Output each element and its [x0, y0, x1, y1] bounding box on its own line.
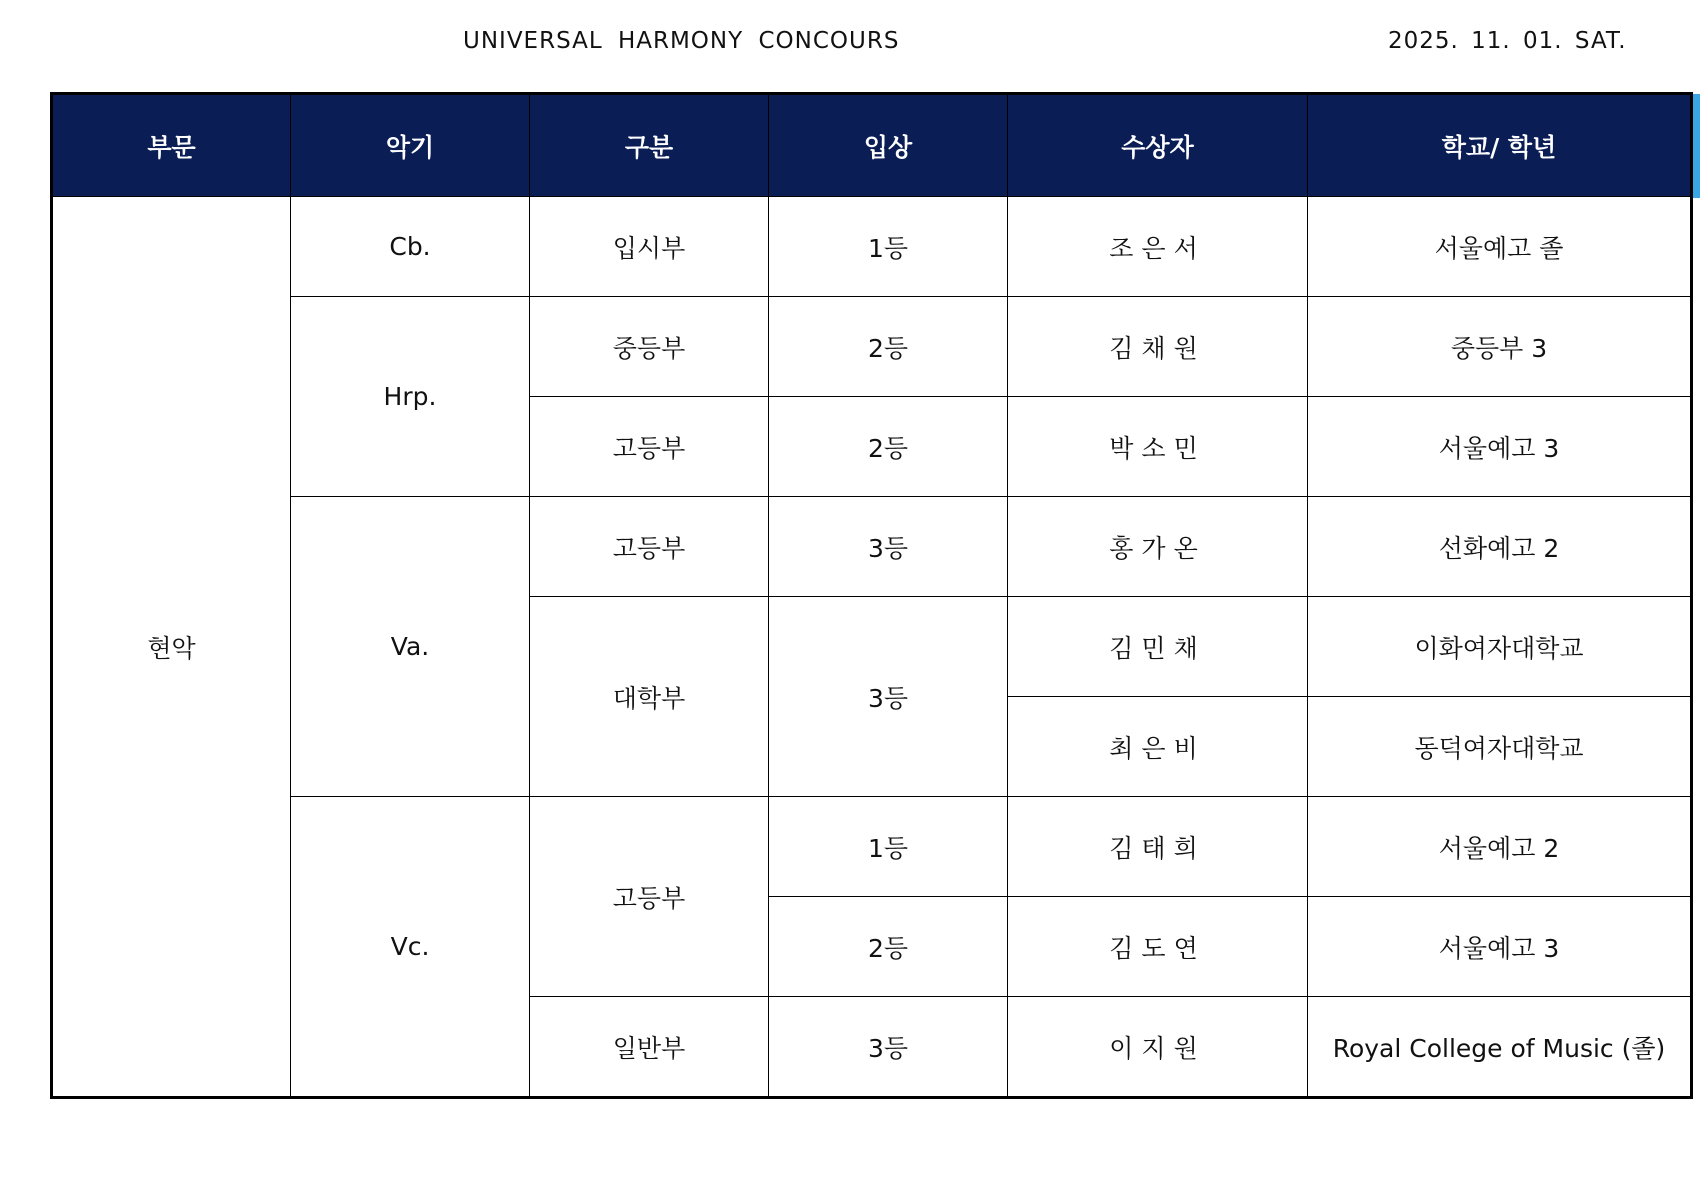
section-cell: 현악	[52, 197, 291, 1098]
division-cell: 입시부	[530, 197, 769, 297]
prize-cell: 2등	[769, 297, 1008, 397]
column-header-instrument: 악기	[291, 94, 530, 197]
column-header-division: 구분	[530, 94, 769, 197]
concours-title: UNIVERSAL HARMONY CONCOURS	[463, 28, 900, 54]
prize-cell: 3등	[769, 997, 1008, 1098]
column-header-winner: 수상자	[1008, 94, 1308, 197]
winner-cell: 홍가온	[1008, 497, 1308, 597]
winner-cell: 조은서	[1008, 197, 1308, 297]
prize-cell: 1등	[769, 797, 1008, 897]
results-table-container	[50, 92, 1690, 1099]
prize-cell: 3등	[769, 597, 1008, 797]
table-header-row	[52, 94, 1692, 197]
school-cell: 서울예고 3	[1308, 397, 1692, 497]
prize-cell: 3등	[769, 497, 1008, 597]
table-row	[52, 497, 1692, 597]
division-cell: 중등부	[530, 297, 769, 397]
winner-cell: 김민채	[1008, 597, 1308, 697]
prize-cell: 1등	[769, 197, 1008, 297]
prize-cell: 2등	[769, 897, 1008, 997]
table-row	[52, 297, 1692, 397]
winner-cell: 최은비	[1008, 697, 1308, 797]
winner-cell: 김도연	[1008, 897, 1308, 997]
school-cell: 서울예고 졸	[1308, 197, 1692, 297]
school-cell: 동덕여자대학교	[1308, 697, 1692, 797]
school-cell: 서울예고 2	[1308, 797, 1692, 897]
instrument-cell: Va.	[291, 497, 530, 797]
winner-cell: 박소민	[1008, 397, 1308, 497]
column-header-school-grade: 학교/ 학년	[1308, 94, 1692, 197]
document-header	[0, 0, 1700, 88]
division-cell: 고등부	[530, 497, 769, 597]
instrument-cell: Hrp.	[291, 297, 530, 497]
winner-cell: 김채원	[1008, 297, 1308, 397]
division-cell: 일반부	[530, 997, 769, 1098]
winner-cell: 이지원	[1008, 997, 1308, 1098]
table-row	[52, 197, 1692, 297]
table-row	[52, 797, 1692, 897]
instrument-cell: Vc.	[291, 797, 530, 1098]
prize-cell: 2등	[769, 397, 1008, 497]
school-cell: Royal College of Music (졸)	[1308, 997, 1692, 1098]
column-header-prize: 입상	[769, 94, 1008, 197]
school-cell: 서울예고 3	[1308, 897, 1692, 997]
results-table	[50, 92, 1693, 1099]
school-cell: 중등부 3	[1308, 297, 1692, 397]
winner-cell: 김태희	[1008, 797, 1308, 897]
event-date: 2025. 11. 01. SAT.	[1388, 28, 1627, 54]
division-cell: 대학부	[530, 597, 769, 797]
division-cell: 고등부	[530, 397, 769, 497]
column-header-section: 부문	[52, 94, 291, 197]
division-cell: 고등부	[530, 797, 769, 997]
school-cell: 선화예고 2	[1308, 497, 1692, 597]
school-cell: 이화여자대학교	[1308, 597, 1692, 697]
instrument-cell: Cb.	[291, 197, 530, 297]
